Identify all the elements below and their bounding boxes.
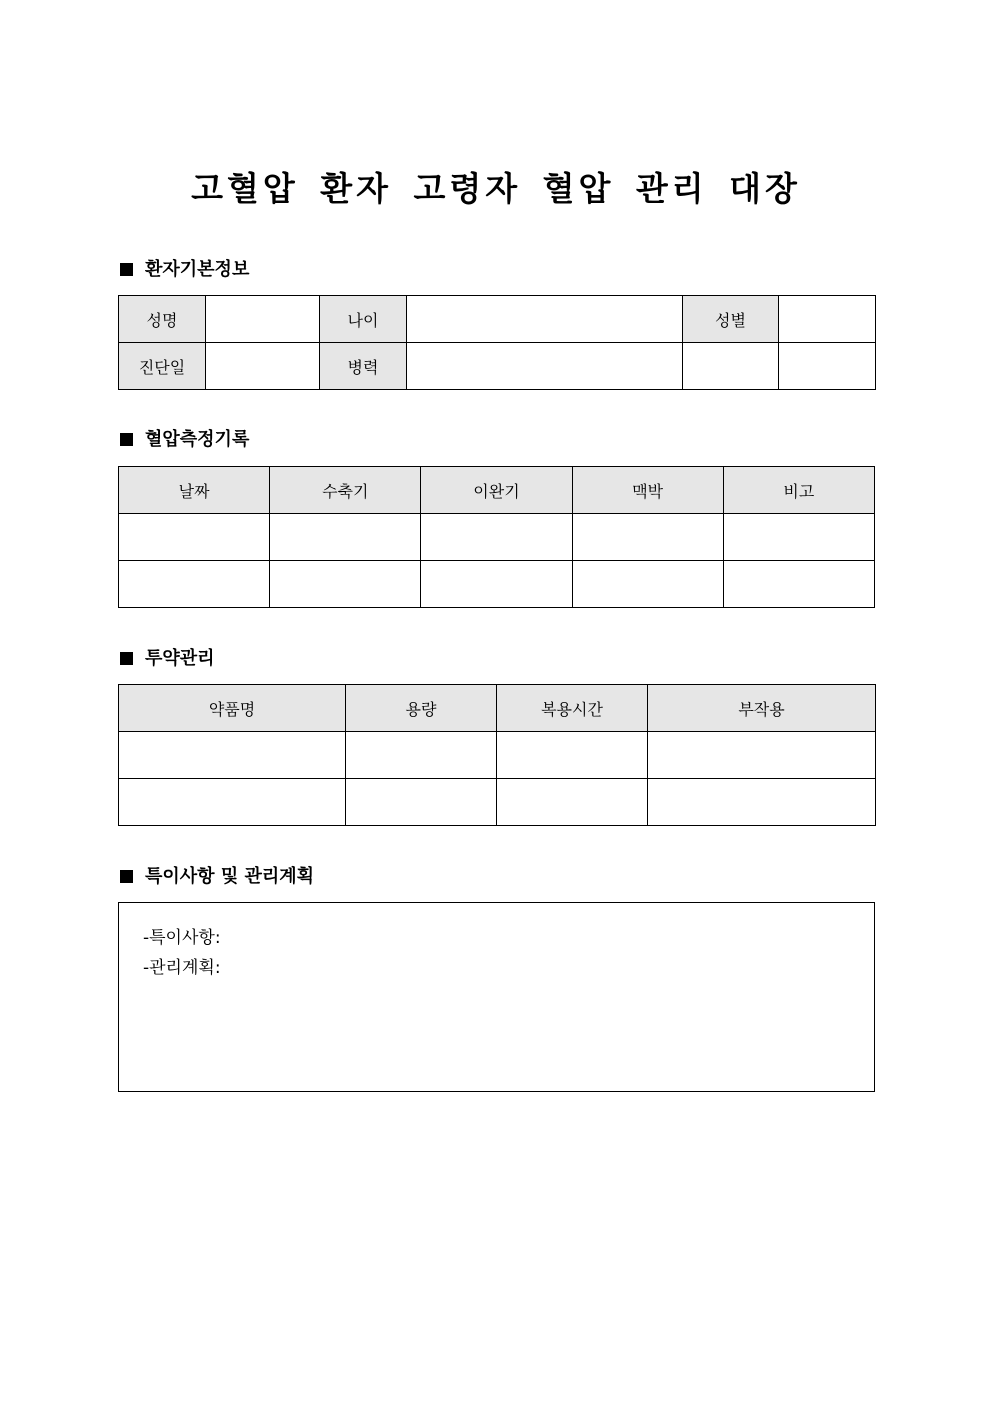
bp-records-table bbox=[118, 466, 875, 608]
history-label: 병력 bbox=[320, 343, 407, 390]
section-heading-label: 환자기본정보 bbox=[145, 259, 250, 280]
notes-box[interactable] bbox=[118, 902, 875, 1092]
medication-table bbox=[118, 684, 876, 826]
table-cell[interactable] bbox=[572, 514, 723, 561]
column-header-drug-name: 약품명 bbox=[119, 685, 346, 732]
table-cell[interactable] bbox=[497, 779, 648, 826]
document-title: 고혈압 환자 고령자 혈압 관리 대장 bbox=[191, 169, 801, 208]
sex-label: 성별 bbox=[683, 296, 779, 343]
table-cell[interactable] bbox=[648, 779, 876, 826]
history-field[interactable] bbox=[407, 343, 683, 390]
column-header-dose: 용량 bbox=[346, 685, 497, 732]
square-bullet-icon bbox=[120, 433, 133, 446]
table-row bbox=[119, 514, 875, 561]
table-cell[interactable] bbox=[723, 561, 874, 608]
table-header-row bbox=[119, 467, 875, 514]
name-label: 성명 bbox=[119, 296, 206, 343]
blank-cell[interactable] bbox=[779, 343, 876, 390]
name-field[interactable] bbox=[206, 296, 320, 343]
table-cell[interactable] bbox=[346, 779, 497, 826]
table-cell[interactable] bbox=[119, 561, 270, 608]
column-header-diastolic: 이완기 bbox=[421, 467, 572, 514]
table-row bbox=[119, 732, 876, 779]
age-field[interactable] bbox=[407, 296, 683, 343]
table-row bbox=[119, 343, 876, 390]
table-row bbox=[119, 296, 876, 343]
square-bullet-icon bbox=[120, 652, 133, 665]
table-cell[interactable] bbox=[723, 514, 874, 561]
column-header-systolic: 수축기 bbox=[270, 467, 421, 514]
table-cell[interactable] bbox=[119, 514, 270, 561]
column-header-date: 날짜 bbox=[119, 467, 270, 514]
special-notes-label: -특이사항: bbox=[143, 928, 221, 948]
table-row bbox=[119, 779, 876, 826]
square-bullet-icon bbox=[120, 870, 133, 883]
section-heading-medication bbox=[120, 647, 215, 671]
square-bullet-icon bbox=[120, 263, 133, 276]
patient-info-table bbox=[118, 295, 876, 390]
age-label: 나이 bbox=[320, 296, 407, 343]
table-cell[interactable] bbox=[346, 732, 497, 779]
section-heading-label: 투약관리 bbox=[145, 648, 215, 669]
section-heading-bp-records bbox=[120, 428, 249, 452]
table-cell[interactable] bbox=[270, 514, 421, 561]
section-heading-label: 혈압측정기록 bbox=[145, 429, 250, 450]
column-header-time: 복용시간 bbox=[497, 685, 648, 732]
diagnosis-date-field[interactable] bbox=[206, 343, 320, 390]
column-header-remarks: 비고 bbox=[723, 467, 874, 514]
table-cell[interactable] bbox=[119, 732, 346, 779]
section-heading-patient-info bbox=[120, 258, 249, 282]
diagnosis-date-label: 진단일 bbox=[119, 343, 206, 390]
column-header-pulse: 맥박 bbox=[572, 467, 723, 514]
sex-field[interactable] bbox=[779, 296, 876, 343]
table-row bbox=[119, 561, 875, 608]
column-header-side-effects: 부작용 bbox=[648, 685, 876, 732]
management-plan-label: -관리계획: bbox=[143, 958, 221, 978]
table-cell[interactable] bbox=[497, 732, 648, 779]
table-cell[interactable] bbox=[119, 779, 346, 826]
section-heading-label: 특이사항 및 관리계획 bbox=[145, 866, 315, 887]
table-cell[interactable] bbox=[421, 514, 572, 561]
blank-cell[interactable] bbox=[683, 343, 779, 390]
table-header-row bbox=[119, 685, 876, 732]
table-cell[interactable] bbox=[421, 561, 572, 608]
table-cell[interactable] bbox=[270, 561, 421, 608]
section-heading-notes bbox=[120, 865, 314, 889]
table-cell[interactable] bbox=[572, 561, 723, 608]
table-cell[interactable] bbox=[648, 732, 876, 779]
